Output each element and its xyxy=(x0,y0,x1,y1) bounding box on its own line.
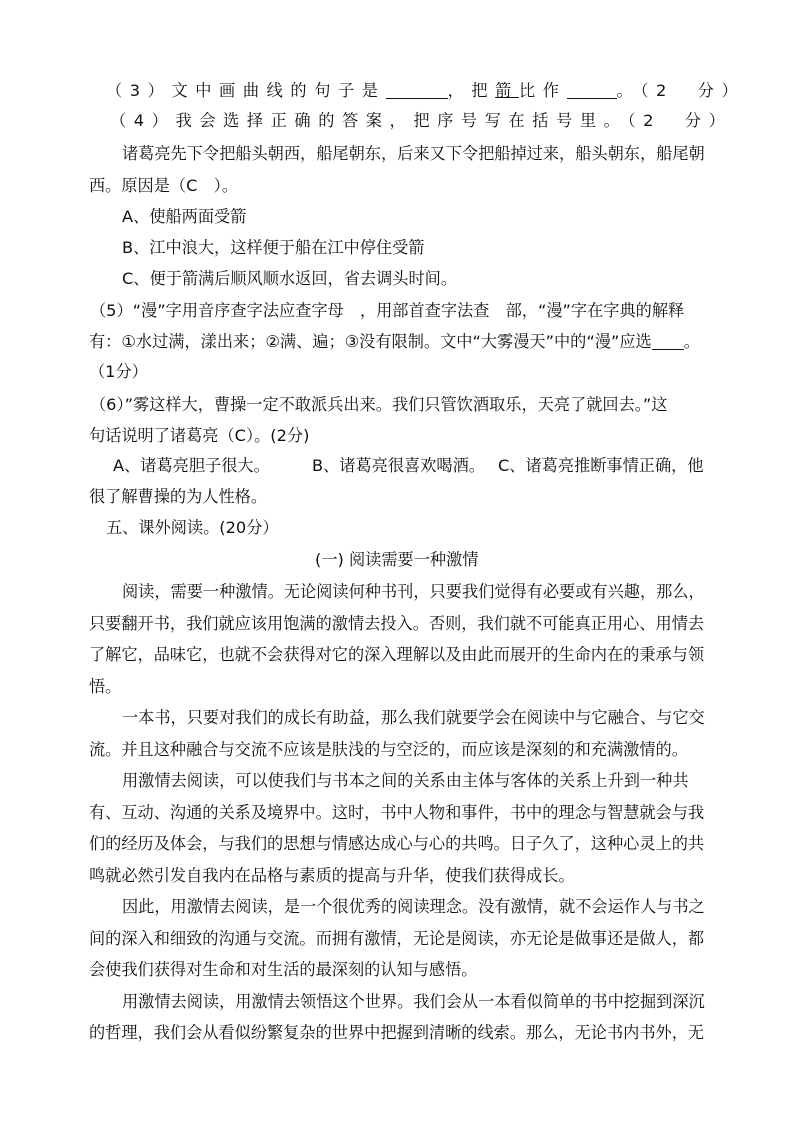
passage-line xyxy=(0,862,794,890)
passage-text: 鸣就必然引发自我内在品格与素质的提高与升华，使我们获得成长。 xyxy=(89,866,575,885)
q5-text-2: 有：①水过满，漾出来；②满、遍；③没有限制。文中“大雾漫天”中的“漫”应选 xyxy=(89,332,652,351)
q4-stem-text-1: 诸葛亮先下令把船头朝西，船尾朝东，后来又下令把船掉过来，船头朝东，船尾朝 xyxy=(122,144,705,163)
passage-line xyxy=(0,925,794,953)
q3-blank-2[interactable] xyxy=(567,78,617,99)
passage-text: 悟。 xyxy=(89,677,122,696)
q3-mid2: 比作 xyxy=(518,81,567,100)
q6-options xyxy=(0,452,794,480)
passage-title-line xyxy=(0,546,794,574)
q5-line-2 xyxy=(0,328,794,356)
passage-line xyxy=(0,578,794,606)
q6-option-a: A、诸葛亮胆子很大。 xyxy=(113,456,270,475)
passage-line xyxy=(0,610,794,638)
passage-text: 会使我们获得对生命和对生活的最深刻的认知与感悟。 xyxy=(89,960,478,979)
passage-text: 的哲理，我们会从看似纷繁复杂的世界中把握到清晰的线索。那么，无论书内书外，无 xyxy=(89,1023,705,1042)
section-5-heading: 五、课外阅读。(20分） xyxy=(106,518,279,537)
q3-end: 。（2 分） xyxy=(616,81,746,100)
passage-line xyxy=(0,641,794,669)
q3-mid1: ，把 xyxy=(447,81,496,100)
passage-line xyxy=(0,704,794,732)
passage-line xyxy=(0,956,794,984)
q4-option-b xyxy=(0,234,794,262)
passage-text: 间的深入和细致的沟通与交流。而拥有激情，无论是阅读，亦无论是做事还是做人，都 xyxy=(89,929,705,948)
passage-text: 流。并且这种融合与交流不应该是肤浅的与空泛的，而应该是深刻的和充满激情的。 xyxy=(89,740,688,759)
passage-text: 因此，用激情去阅读，是一个很优秀的阅读理念。没有激情，就不会运作人与书之 xyxy=(122,897,705,916)
q6-option-c-cont: 很了解曹操的为人性格。 xyxy=(89,487,268,506)
passage-line xyxy=(0,830,794,858)
q4-stem-text-2: 西。原因是（C ）。 xyxy=(89,176,238,195)
q4-label: （4）我会选择正确的答案，把序号写在括号里。（2 分） xyxy=(110,111,733,130)
q6-text-2: 句话说明了诸葛亮（C）。(2分) xyxy=(89,426,310,445)
q5-line-3 xyxy=(0,358,794,386)
passage-text: 阅读，需要一种激情。无论阅读何种书刊，只要我们觉得有必要或有兴趣，那么， xyxy=(122,582,705,601)
passage-line xyxy=(0,673,794,701)
q3-label: （3）文中画曲线的句子是 xyxy=(106,81,386,100)
passage-line xyxy=(0,799,794,827)
q6-text-1: （6）”雾这样大，曹操一定不敢派兵出来。我们只管饮酒取乐，天亮了就回去。”这 xyxy=(90,395,668,414)
q5-points: （1分） xyxy=(89,362,148,381)
q4-stem-line-2 xyxy=(0,172,794,200)
q6-line-2 xyxy=(0,422,794,450)
passage-text: 只要翻开书，我们就应该用饱满的激情去投入。否则，我们就不可能真正用心、用情去 xyxy=(89,614,705,633)
q4-option-a-text: A、使船两面受箭 xyxy=(122,207,247,226)
passage-text: 们的经历及体会，与我们的思想与情感达成心与心的共鸣。日子久了，这种心灵上的共 xyxy=(89,834,705,853)
q4-option-c-text: C、便于箭满后顺风顺水返回，省去调头时间。 xyxy=(122,269,458,288)
question-4-header xyxy=(0,107,794,135)
q4-option-a xyxy=(0,203,794,231)
q5-line-1 xyxy=(0,297,794,325)
passage-title: (一) 阅读需要一种激情 xyxy=(315,550,479,569)
passage-text: 用激情去阅读，可以使我们与书本之间的关系由主体与客体的关系上升到一种共 xyxy=(122,771,689,790)
q4-option-b-text: B、江中浪大，这样便于船在江中停住受箭 xyxy=(122,238,425,257)
q6-option-c: C、诸葛亮推断事情正确，他 xyxy=(498,456,704,475)
section-5-title xyxy=(0,514,794,542)
passage-text: 一本书，只要对我们的成长有助益，那么我们就要学会在阅读中与它融合、与它交 xyxy=(122,708,705,727)
q6-option-b: B、诸葛亮很喜欢喝酒。 xyxy=(312,456,485,475)
q5-blank[interactable] xyxy=(652,329,684,350)
question-3 xyxy=(0,77,794,105)
passage-text: 用激情去阅读，用激情去领悟这个世界。我们会从一本看似简单的书中挖掘到深沉 xyxy=(122,992,705,1011)
q5-text-2-end: 。 xyxy=(683,332,700,351)
passage-line xyxy=(0,1019,794,1047)
q5-text-1: （5）“漫”字用音序查字法应查字母 ，用部首查字法查 部，“漫”字在字典的解释 xyxy=(90,301,685,320)
q6-options-cont xyxy=(0,483,794,511)
passage-text: 了解它，品味它，也就不会获得对它的深入理解以及由此而展开的生命内在的秉承与领 xyxy=(89,645,705,664)
q6-line-1 xyxy=(0,391,794,419)
q3-underlined-word: 箭 xyxy=(495,81,519,100)
passage-line xyxy=(0,767,794,795)
passage-line xyxy=(0,893,794,921)
q3-blank-1[interactable] xyxy=(386,78,448,99)
q4-option-c xyxy=(0,265,794,293)
q4-stem-line-1 xyxy=(0,140,794,168)
passage-text: 有、互动、沟通的关系及境界中。这时，书中人物和事件，书中的理念与智慧就会与我 xyxy=(89,803,705,822)
passage-line xyxy=(0,736,794,764)
passage-line xyxy=(0,988,794,1016)
